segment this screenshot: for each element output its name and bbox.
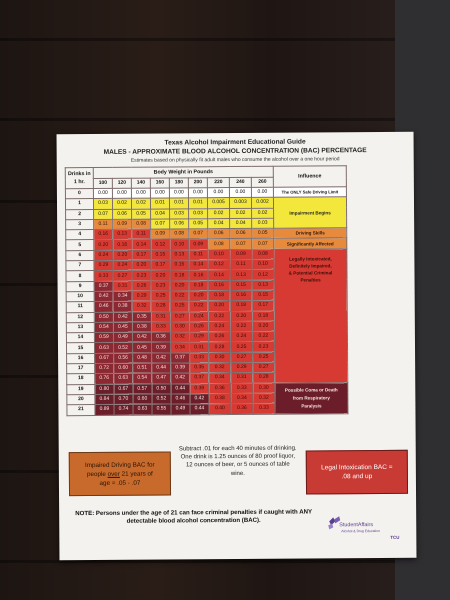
bac-cell: 0.07 xyxy=(230,239,252,249)
bac-cell: 0.26 xyxy=(189,322,208,332)
bac-cell: 0.10 xyxy=(252,259,274,269)
bac-cell: 0.44 xyxy=(171,383,190,393)
bac-cell: 0.20 xyxy=(132,260,151,270)
bac-cell: 0.12 xyxy=(151,239,170,249)
bac-cell: 0.18 xyxy=(170,270,189,280)
bac-cell: 0.20 xyxy=(170,281,189,291)
weight-label: 200 xyxy=(188,178,207,188)
bac-cell: 0.34 xyxy=(231,393,253,403)
bac-cell: 0.25 xyxy=(151,291,170,301)
bac-cell: 0.47 xyxy=(152,373,171,383)
legal-line-2: Definitely Impaired, xyxy=(289,263,332,269)
bac-cell: 0.17 xyxy=(151,260,170,270)
bac-table xyxy=(65,165,349,415)
bac-cell: 0.63 xyxy=(114,374,133,384)
bac-cell: 0.00 xyxy=(93,188,112,198)
weight-label: 220 xyxy=(207,178,229,188)
bac-cell: 0.45 xyxy=(113,322,132,332)
bac-cell: 0.01 xyxy=(169,198,188,208)
bac-cell: 0.35 xyxy=(132,312,151,322)
bac-cell: 0.42 xyxy=(132,332,151,342)
bac-cell: 0.54 xyxy=(133,373,152,383)
bac-cell: 0.15 xyxy=(170,260,189,270)
footer-note: NOTE: Persons under the age of 21 can face criminal penalties if caught with ANY detectable blood alcohol concentration (BAC). xyxy=(75,508,313,525)
bac-cell: 0.76 xyxy=(95,374,114,384)
bac-cell: 0.09 xyxy=(113,219,132,229)
bac-cell: 0.20 xyxy=(189,291,208,301)
bac-cell: 0.89 xyxy=(95,405,114,415)
bac-cell: 0.10 xyxy=(208,249,230,259)
bac-cell: 0.38 xyxy=(209,393,231,403)
bac-cell: 0.00 xyxy=(251,187,273,197)
bac-cell: 0.18 xyxy=(230,301,252,311)
weight-label: 260 xyxy=(251,177,273,187)
bac-cell: 0.11 xyxy=(230,259,252,269)
bac-cell: 0.51 xyxy=(133,363,152,373)
bac-cell: 0.34 xyxy=(170,342,189,352)
bac-cell: 0.59 xyxy=(94,333,113,343)
bac-cell: 0.24 xyxy=(230,332,252,342)
drinks-cell: 20 xyxy=(67,394,95,404)
bac-cell: 0.22 xyxy=(230,321,252,331)
drinks-cell: 18 xyxy=(67,374,95,384)
influence-header: Influence xyxy=(273,166,346,188)
drinks-cell: 8 xyxy=(66,271,94,281)
bac-cell: 0.33 xyxy=(190,352,209,362)
bac-cell: 0.74 xyxy=(114,404,133,414)
bac-cell: 0.32 xyxy=(132,301,151,311)
bac-cell: 0.20 xyxy=(208,301,230,311)
bac-cell: 0.06 xyxy=(208,229,230,239)
drinks-cell: 11 xyxy=(66,302,94,312)
bac-cell: 0.05 xyxy=(189,219,208,229)
drinks-cell: 0 xyxy=(65,188,93,198)
bac-cell: 0.13 xyxy=(113,229,132,239)
bac-cell: 0.52 xyxy=(152,394,171,404)
bac-cell: 0.37 xyxy=(94,281,113,291)
bac-cell: 0.18 xyxy=(252,311,274,321)
bac-cell: 0.34 xyxy=(209,373,231,383)
drinks-cell: 17 xyxy=(67,364,95,374)
weight-header: Body Weight in Pounds xyxy=(93,166,273,178)
bac-cell: 0.49 xyxy=(171,404,190,414)
drinks-cell: 3 xyxy=(66,219,94,229)
bac-cell: 0.26 xyxy=(208,332,230,342)
bac-cell: 0.12 xyxy=(252,270,274,280)
drinks-cell: 15 xyxy=(66,343,94,353)
influence-coma xyxy=(275,382,348,413)
bac-cell: 0.15 xyxy=(230,280,252,290)
bac-cell: 0.06 xyxy=(170,219,189,229)
bac-cell: 0.16 xyxy=(208,280,230,290)
bac-cell: 0.08 xyxy=(252,249,274,259)
bac-cell: 0.16 xyxy=(189,270,208,280)
bac-cell: 0.00 xyxy=(188,188,207,198)
bac-cell: 0.45 xyxy=(132,343,151,353)
bac-cell: 0.27 xyxy=(253,362,275,372)
bac-cell: 0.15 xyxy=(151,250,170,260)
bac-cell: 0.36 xyxy=(231,404,253,414)
bac-cell: 0.31 xyxy=(231,373,253,383)
bac-cell: 0.42 xyxy=(94,291,113,301)
bac-cell: 0.42 xyxy=(171,373,190,383)
impaired-driving-box xyxy=(69,451,171,496)
drinks-cell: 19 xyxy=(67,384,95,394)
bac-cell: 0.84 xyxy=(95,394,114,404)
bac-cell: 0.29 xyxy=(189,332,208,342)
bac-cell: 0.04 xyxy=(208,218,230,228)
bac-cell: 0.04 xyxy=(151,209,170,219)
bac-cell: 0.15 xyxy=(252,290,274,300)
bac-cell: 0.39 xyxy=(151,342,170,352)
bac-cell: 0.39 xyxy=(171,363,190,373)
bac-cell: 0.36 xyxy=(209,383,231,393)
bac-cell: 0.08 xyxy=(170,229,189,239)
bac-cell: 0.27 xyxy=(231,352,253,362)
bac-cell: 0.18 xyxy=(208,291,230,301)
bac-cell: 0.00 xyxy=(131,188,150,198)
influence-safe: The ONLY Safe Driving Limit xyxy=(273,187,346,198)
bac-cell: 0.28 xyxy=(151,301,170,311)
bac-cell: 0.32 xyxy=(170,332,189,342)
bac-cell: 0.46 xyxy=(171,394,190,404)
bac-cell: 0.13 xyxy=(252,280,274,290)
bac-cell: 0.38 xyxy=(132,322,151,332)
bac-cell: 0.70 xyxy=(114,394,133,404)
bac-cell: 0.06 xyxy=(230,229,252,239)
bac-cell: 0.30 xyxy=(253,383,275,393)
bac-cell: 0.37 xyxy=(171,353,190,363)
bac-cell: 0.20 xyxy=(252,321,274,331)
bac-cell: 0.10 xyxy=(170,239,189,249)
impaired-line-2: people over 21 years of xyxy=(86,470,153,478)
bac-cell: 0.57 xyxy=(133,384,152,394)
influence-affected: Significantly Affected xyxy=(274,238,347,249)
guide-subtitle: MALES - APPROXIMATE BLOOD ALCOHOL CONCENTRATION (BAC) PERCENTAGE xyxy=(103,147,367,156)
bac-cell: 0.25 xyxy=(170,301,189,311)
bac-cell: 0.07 xyxy=(189,229,208,239)
bac-cell: 0.28 xyxy=(253,373,275,383)
bac-cell: 0.07 xyxy=(151,219,170,229)
legal-box-line-1: Legal Intoxication BAC = xyxy=(321,463,393,472)
bac-cell: 0.26 xyxy=(132,281,151,291)
bac-cell: 0.33 xyxy=(151,322,170,332)
bac-cell: 0.13 xyxy=(230,270,252,280)
influence-skills: Driving Skills xyxy=(274,228,347,239)
bac-cell: 0.67 xyxy=(95,353,114,363)
bac-cell: 0.30 xyxy=(209,352,231,362)
drinks-header: Drinks in 1 hr. xyxy=(65,167,93,188)
bac-cell: 0.23 xyxy=(132,270,151,280)
bac-cell: 0.00 xyxy=(169,188,188,198)
bac-cell: 0.42 xyxy=(113,312,132,322)
bac-guide-card xyxy=(57,132,417,560)
bac-cell: 0.20 xyxy=(230,311,252,321)
weight-label: 240 xyxy=(229,177,251,187)
bac-cell: 0.37 xyxy=(190,373,209,383)
legal-box-line-2: .08 and up xyxy=(341,473,373,481)
bac-cell: 0.36 xyxy=(151,332,170,342)
bac-cell: 0.11 xyxy=(189,249,208,259)
bac-cell: 0.39 xyxy=(190,383,209,393)
bac-cell: 0.22 xyxy=(189,301,208,311)
bac-cell: 0.16 xyxy=(113,240,132,250)
bac-cell: 0.29 xyxy=(94,260,113,270)
bac-cell: 0.33 xyxy=(231,383,253,393)
bac-cell: 0.31 xyxy=(189,342,208,352)
bac-cell: 0.22 xyxy=(252,331,274,341)
bac-cell: 0.02 xyxy=(131,198,150,208)
guide-title: Texas Alcohol Impairment Educational Guide xyxy=(164,138,306,147)
bac-cell: 0.27 xyxy=(170,311,189,321)
weight-label: 180 xyxy=(169,178,188,188)
bac-cell: 0.63 xyxy=(94,343,113,353)
drinks-cell: 14 xyxy=(66,333,94,343)
bac-cell: 0.003 xyxy=(229,198,251,208)
bac-cell: 0.01 xyxy=(150,198,169,208)
bac-cell: 0.49 xyxy=(113,332,132,342)
bac-cell: 0.30 xyxy=(170,322,189,332)
weight-label: 120 xyxy=(112,178,131,188)
bac-cell: 0.03 xyxy=(252,218,274,228)
weight-label: 100 xyxy=(93,178,112,188)
bac-cell: 0.54 xyxy=(94,322,113,332)
bac-cell: 0.11 xyxy=(94,219,113,229)
bac-cell: 0.09 xyxy=(230,249,252,259)
bac-cell: 0.32 xyxy=(209,363,231,373)
legal-line-4: Penalties xyxy=(300,277,321,283)
bac-cell: 0.00 xyxy=(112,188,131,198)
drinks-cell: 2 xyxy=(66,209,94,219)
drinks-cell: 16 xyxy=(67,353,95,363)
bac-cell: 0.04 xyxy=(230,218,252,228)
bac-cell: 0.31 xyxy=(151,312,170,322)
bac-cell: 0.08 xyxy=(132,219,151,229)
bac-cell: 0.18 xyxy=(189,280,208,290)
bac-cell: 0.14 xyxy=(132,240,151,250)
bac-cell: 0.09 xyxy=(151,229,170,239)
bac-cell: 0.002 xyxy=(251,198,273,208)
bac-cell: 0.11 xyxy=(132,229,151,239)
bac-cell: 0.01 xyxy=(188,198,207,208)
bac-cell: 0.05 xyxy=(252,228,274,238)
bac-cell: 0.24 xyxy=(94,250,113,260)
bac-cell: 0.27 xyxy=(113,271,132,281)
bac-cell: 0.20 xyxy=(113,250,132,260)
bac-cell: 0.20 xyxy=(94,240,113,250)
legal-line-1: Legally Intoxicated, xyxy=(289,256,332,262)
bac-cell: 0.06 xyxy=(113,209,132,219)
coma-line-3: Paralysis xyxy=(301,402,322,409)
bac-cell: 0.38 xyxy=(113,301,132,311)
bac-cell: 0.17 xyxy=(252,301,274,311)
bac-cell: 0.02 xyxy=(112,199,131,209)
logo-sub: Alcohol & Drug Education xyxy=(341,529,380,534)
bac-cell: 0.55 xyxy=(152,404,171,414)
bac-cell: 0.24 xyxy=(189,311,208,321)
weight-label: 140 xyxy=(131,178,150,188)
bac-cell: 0.00 xyxy=(207,188,229,198)
legal-line-3: & Potential Criminal xyxy=(288,270,333,276)
logo-school: TCU xyxy=(390,534,400,540)
bac-cell: 0.60 xyxy=(114,363,133,373)
coma-line-1: Possible Coma or Death xyxy=(284,386,338,393)
drinks-cell: 6 xyxy=(66,250,94,260)
bac-cell: 0.32 xyxy=(253,393,275,403)
bac-cell: 0.03 xyxy=(170,208,189,218)
influence-legal xyxy=(274,249,348,383)
bac-cell: 0.14 xyxy=(208,270,230,280)
bac-cell: 0.005 xyxy=(207,198,229,208)
bac-cell: 0.02 xyxy=(252,208,274,218)
bac-cell: 0.05 xyxy=(132,209,151,219)
bac-cell: 0.16 xyxy=(230,290,252,300)
bac-cell: 0.03 xyxy=(189,208,208,218)
bac-cell: 0.33 xyxy=(94,271,113,281)
bac-cell: 0.80 xyxy=(95,384,114,394)
bac-cell: 0.09 xyxy=(189,239,208,249)
bac-cell: 0.16 xyxy=(94,230,113,240)
legal-intoxication-box xyxy=(306,450,408,495)
bac-cell: 0.63 xyxy=(133,404,152,414)
bac-cell: 0.48 xyxy=(133,353,152,363)
bac-cell: 0.22 xyxy=(170,291,189,301)
bac-cell: 0.14 xyxy=(189,260,208,270)
drinks-cell: 4 xyxy=(66,230,94,240)
bac-cell: 0.34 xyxy=(113,291,132,301)
bac-cell: 0.31 xyxy=(113,281,132,291)
bac-cell: 0.42 xyxy=(190,394,209,404)
drinks-cell: 7 xyxy=(66,261,94,271)
drinks-cell: 21 xyxy=(67,405,95,415)
bac-cell: 0.00 xyxy=(229,187,251,197)
bac-cell: 0.42 xyxy=(152,353,171,363)
bac-cell: 0.25 xyxy=(253,352,275,362)
drinks-cell: 10 xyxy=(66,291,94,301)
bac-cell: 0.35 xyxy=(190,363,209,373)
bac-cell: 0.50 xyxy=(152,384,171,394)
bac-cell: 0.28 xyxy=(208,342,230,352)
bac-cell: 0.44 xyxy=(152,363,171,373)
bac-cell: 0.20 xyxy=(151,270,170,280)
bac-cell: 0.23 xyxy=(151,281,170,291)
coma-line-2: from Respiratory xyxy=(292,394,330,401)
bac-cell: 0.46 xyxy=(94,302,113,312)
impaired-line-1: Impaired Driving BAC for xyxy=(84,461,155,469)
bac-cell: 0.08 xyxy=(208,239,230,249)
bac-cell: 0.17 xyxy=(132,250,151,260)
bac-cell: 0.12 xyxy=(208,260,230,270)
bac-cell: 0.02 xyxy=(208,208,230,218)
bac-cell: 0.29 xyxy=(132,291,151,301)
bac-cell: 0.24 xyxy=(113,260,132,270)
drinks-cell: 12 xyxy=(66,312,94,322)
weight-label: 160 xyxy=(150,178,169,188)
bac-cell: 0.22 xyxy=(208,311,230,321)
bac-cell: 0.25 xyxy=(230,342,252,352)
bac-cell: 0.40 xyxy=(209,404,231,414)
bac-cell: 0.13 xyxy=(170,250,189,260)
bac-cell: 0.07 xyxy=(94,209,113,219)
bac-cell: 0.72 xyxy=(95,363,114,373)
bac-cell: 0.02 xyxy=(230,208,252,218)
bac-cell: 0.44 xyxy=(190,404,209,414)
bac-cell: 0.60 xyxy=(133,394,152,404)
bac-cell: 0.03 xyxy=(93,199,112,209)
logo-name: StudentAffairs xyxy=(339,522,374,529)
bac-cell: 0.52 xyxy=(113,343,132,353)
drinks-cell: 5 xyxy=(66,240,94,250)
guide-note: Estimates based on physically fit adult males who consume the alcohol over a one hour period xyxy=(130,156,340,164)
bac-cell: 0.56 xyxy=(114,353,133,363)
bac-cell: 0.00 xyxy=(150,188,169,198)
bac-cell: 0.33 xyxy=(253,403,275,413)
drinks-cell: 13 xyxy=(66,322,94,332)
bac-cell: 0.29 xyxy=(231,362,253,372)
bac-cell: 0.67 xyxy=(114,384,133,394)
influence-impairment: Impairment Begins xyxy=(273,197,346,228)
impaired-line-3: age = .05 - .07 xyxy=(99,479,141,487)
bac-cell: 0.23 xyxy=(252,342,274,352)
subtract-note: Subtract .01 for each 40 minutes of drinking. One drink is 1.25 ounces of 80 proof liquor, 12 ounces of beer, or 5 ounces of table wine. xyxy=(178,445,297,477)
drinks-cell: 9 xyxy=(66,281,94,291)
bac-cell: 0.07 xyxy=(252,239,274,249)
drinks-cell: 1 xyxy=(65,199,93,209)
bac-cell: 0.50 xyxy=(94,312,113,322)
bac-cell: 0.24 xyxy=(208,321,230,331)
